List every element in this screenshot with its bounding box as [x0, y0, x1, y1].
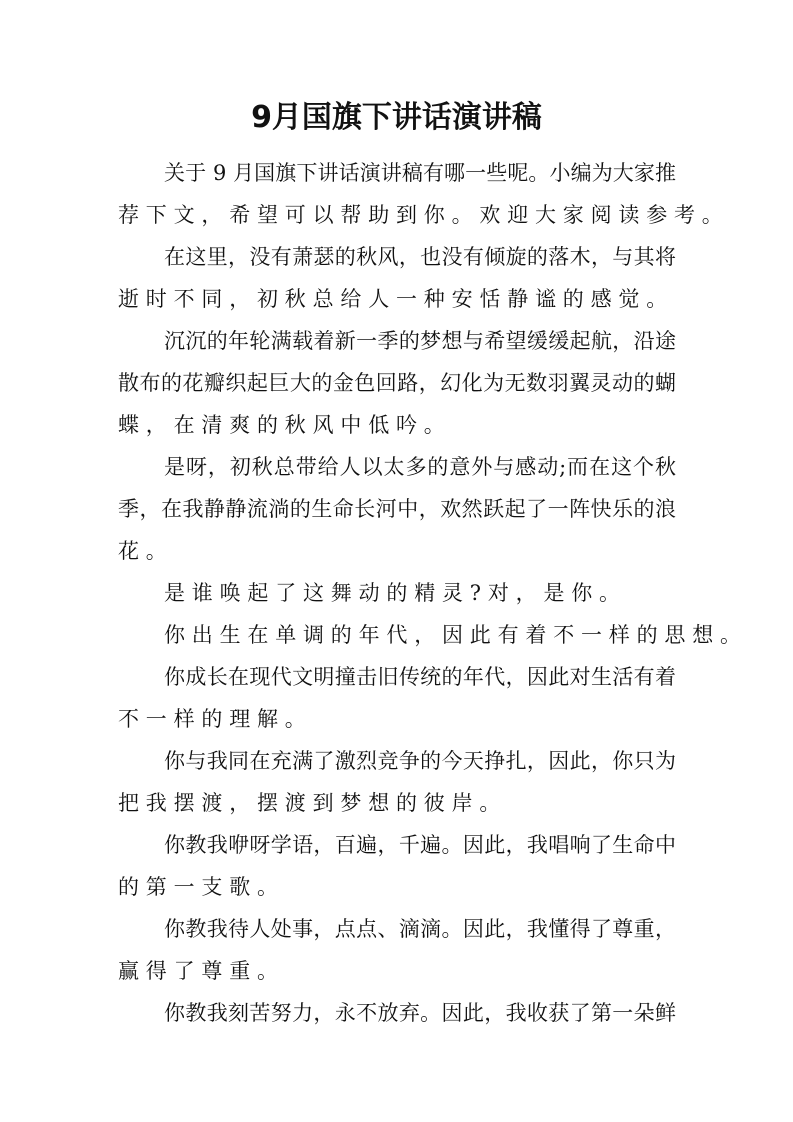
paragraph: [118, 446, 676, 572]
paragraph-line: 你教我待人处事，点点、滴滴。因此，我懂得了尊重，: [164, 917, 676, 941]
paragraph-line: 你教我刻苦努力，永不放弃。因此，我收获了第一朵鲜: [164, 1001, 676, 1025]
paragraph-line: 你教我咿呀学语，百遍，千遍。因此，我唱响了生命中: [164, 833, 676, 857]
paragraph-line: 沉沉的年轮满载着新一季的梦想与希望缓缓起航，沿途: [164, 329, 676, 353]
paragraph-line: 蝶，在清爽的秋风中低吟。: [118, 413, 452, 437]
paragraph: [118, 908, 676, 992]
paragraph-line: 是谁唤起了这舞动的精灵?对，是你。: [164, 581, 627, 605]
paragraph-line: 关于 9 月国旗下讲话演讲稿有哪一些呢。小编为大家推: [164, 161, 676, 185]
paragraph: [118, 614, 748, 656]
paragraph: [118, 572, 676, 614]
paragraph-line: 你与我同在充满了激烈竞争的今天挣扎，因此，你只为: [164, 749, 676, 773]
paragraph: [118, 992, 676, 1034]
paragraph: [118, 656, 676, 740]
paragraph-line: 不一样的理解。: [118, 707, 313, 731]
paragraph-line: 在这里，没有萧瑟的秋风，也没有倾旋的落木，与其将: [164, 245, 676, 269]
paragraph: [118, 824, 676, 908]
paragraph-line: 你出生在单调的年代，因此有着不一样的思想。: [164, 623, 748, 647]
paragraph: [118, 236, 676, 320]
paragraph-line: 你成长在现代文明撞击旧传统的年代，因此对生活有着: [164, 665, 676, 689]
paragraph-line: 荐下文，希望可以帮助到你。欢迎大家阅读参考。: [118, 203, 730, 227]
paragraph-line: 是呀，初秋总带给人以太多的意外与感动;而在这个秋: [164, 455, 676, 479]
paragraph-line: 把我摆渡，摆渡到梦想的彼岸。: [118, 791, 508, 815]
paragraph-line: 散布的花瓣织起巨大的金色回路，幻化为无数羽翼灵动的蝴: [118, 371, 676, 395]
paragraph-line: 赢得了尊重。: [118, 959, 285, 983]
paragraph-line: 花。: [118, 539, 174, 563]
paragraph: [118, 740, 676, 824]
paragraph-line: 季，在我静静流淌的生命长河中，欢然跃起了一阵快乐的浪: [118, 497, 676, 521]
paragraph-line: 逝时不同，初秋总给人一种安恬静谧的感觉。: [118, 287, 674, 311]
paragraph-line: 的第一支歌。: [118, 875, 285, 899]
paragraph: [118, 320, 676, 446]
paragraph: [118, 152, 730, 236]
document-title: 9月国旗下讲话演讲稿: [251, 100, 542, 135]
document-body: [118, 152, 748, 1034]
